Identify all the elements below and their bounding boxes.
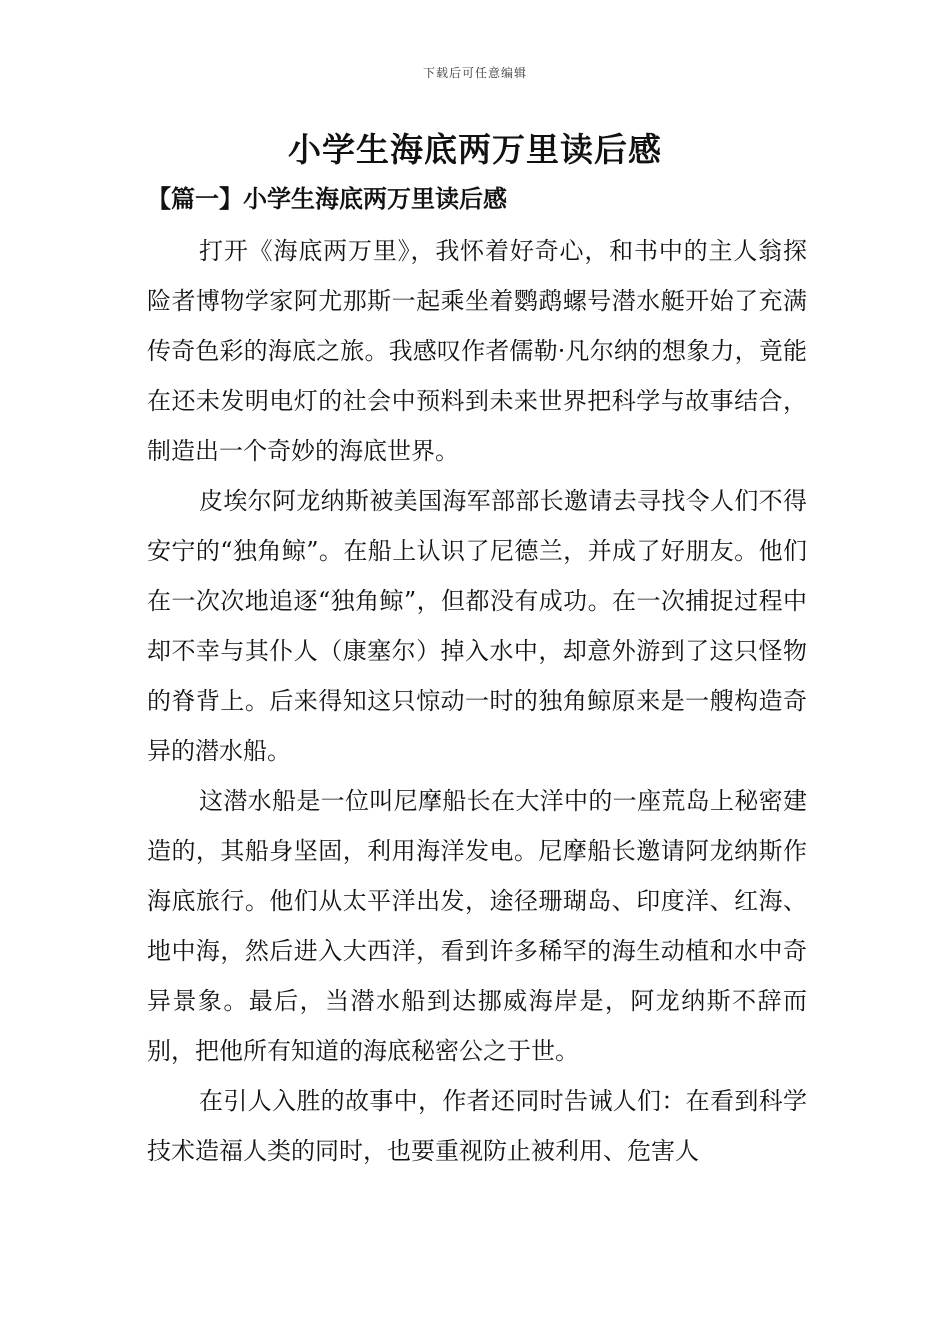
document-body	[147, 226, 807, 1176]
paragraph-2: 皮埃尔阿龙纳斯被美国海军部部长邀请去寻找令人们不得安宁的“独角鲸”。在船上认识了尼德兰，并成了好朋友。他们在一次次地追逐“独角鲸”，但都没有成功。在一次捕捉过程中却不幸与其仆人（康塞尔）掉入水中，却意外游到了这只怪物的脊背上。后来得知这只惊动一时的独角鲸原来是一艘构造奇异的潜水船。	[147, 487, 807, 765]
paragraph-3: 这潜水船是一位叫尼摩船长在大洋中的一座荒岛上秘密建造的，其船身坚固，利用海洋发电。尼摩船长邀请阿龙纳斯作海底旅行。他们从太平洋出发，途径珊瑚岛、印度洋、红海、地中海，然后进入大西洋，看到许多稀罕的海生动植和水中奇异景象。最后，当潜水船到达挪威海岸是，阿龙纳斯不辞而别，把他所有知道的海底秘密公之于世。	[147, 787, 807, 1065]
paragraph-1: 打开《海底两万里》，我怀着好奇心，和书中的主人翁探险者博物学家阿尤那斯一起乘坐着鹦鹉螺号潜水艇开始了充满传奇色彩的海底之旅。我感叹作者儒勒·凡尔纳的想象力，竟能在还未发明电灯的社会中预料到未来世界把科学与故事结合，制造出一个奇妙的海底世界。	[147, 237, 807, 465]
paragraph-4: 在引人入胜的故事中，作者还同时告诫人们：在看到科学技术造福人类的同时，也要重视防止被利用、危害人	[147, 1087, 807, 1165]
document-title: 小学生海底两万里读后感	[288, 130, 662, 169]
page-header-note: 下载后可任意编辑	[422, 66, 527, 80]
section-heading: 【篇一】小学生海底两万里读后感	[147, 184, 507, 213]
